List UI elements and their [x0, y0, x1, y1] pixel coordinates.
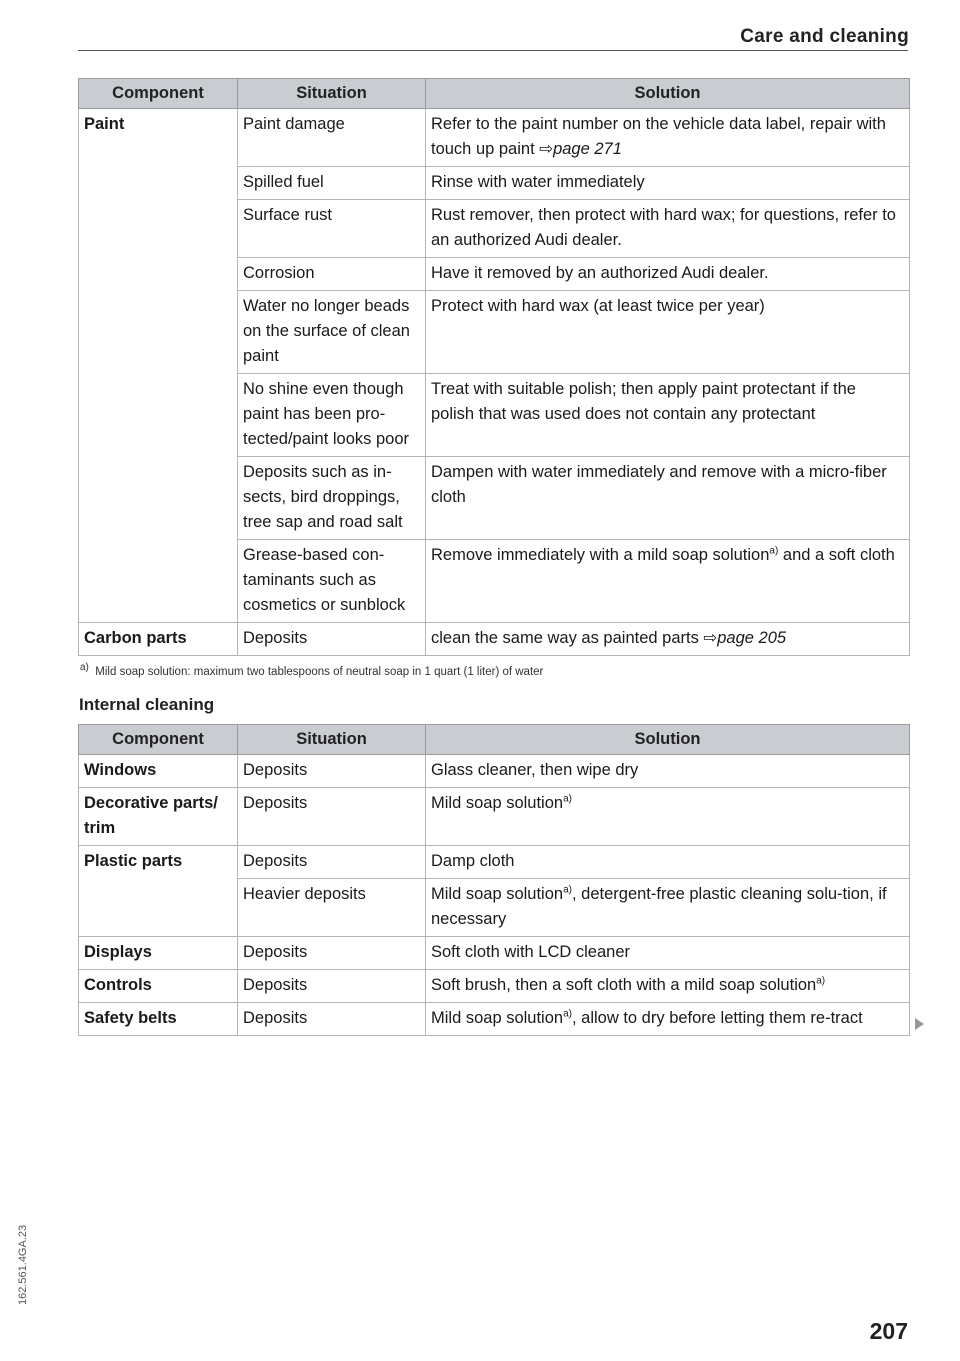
solution-text-continued: , allow to dry before letting them re-tract	[571, 1009, 863, 1027]
section-title: Internal cleaning	[79, 695, 215, 714]
component-cell	[79, 291, 238, 374]
column-header-solution: Solution	[426, 725, 910, 755]
solution-cell: Soft cloth with LCD cleaner	[426, 937, 910, 970]
table-row	[79, 374, 910, 457]
footnote-marker: a)	[769, 545, 779, 557]
solution-cell: Rinse with water immediately	[426, 167, 910, 200]
component-cell	[79, 200, 238, 258]
table-row	[79, 879, 910, 937]
component-cell: Decorative parts/ trim	[79, 788, 238, 846]
component-cell: Paint	[79, 109, 238, 167]
column-header-situation: Situation	[238, 79, 426, 109]
solution-cell	[426, 540, 910, 623]
column-header-component: Component	[79, 79, 238, 109]
header-divider	[78, 50, 908, 51]
solution-cell: Have it removed by an authorized Audi dealer.	[426, 258, 910, 291]
component-cell	[79, 167, 238, 200]
solution-text-continued: , detergent-free plastic cleaning solu-tion, if necessary	[431, 885, 887, 928]
component-cell: Plastic parts	[79, 846, 238, 879]
internal-cleaning-table	[78, 724, 910, 1036]
component-cell: Carbon parts	[79, 623, 238, 656]
table-row	[79, 1003, 910, 1036]
table-row	[79, 109, 910, 167]
table-row	[79, 200, 910, 258]
solution-text: Refer to the paint number on the vehicle data label, repair with touch up paint	[431, 115, 886, 158]
situation-cell: Paint damage	[238, 109, 426, 167]
solution-cell: Dampen with water immediately and remove with a micro-fiber cloth	[426, 457, 910, 540]
situation-cell: Surface rust	[238, 200, 426, 258]
situation-cell: Deposits such as in-sects, bird droppings, tree sap and road salt	[238, 457, 426, 540]
table-header-row	[79, 725, 910, 755]
situation-cell: Water no longer beads on the surface of clean paint	[238, 291, 426, 374]
footnote-marker: a)	[80, 662, 89, 674]
table-row	[79, 258, 910, 291]
component-cell: Safety belts	[79, 1003, 238, 1036]
document-code: 162.561.4GA.23	[17, 1224, 29, 1305]
footnote-marker: a)	[563, 1008, 572, 1020]
table-row	[79, 291, 910, 374]
solution-cell	[426, 788, 910, 846]
component-cell	[79, 457, 238, 540]
solution-cell	[426, 623, 910, 656]
table-header-row	[79, 79, 910, 109]
situation-cell: Deposits	[238, 1003, 426, 1036]
footnote-marker: a)	[816, 975, 826, 987]
page-reference-link[interactable]: ⇨page 271	[539, 140, 622, 158]
component-cell: Windows	[79, 755, 238, 788]
situation-cell: Deposits	[238, 970, 426, 1003]
solution-cell: Treat with suitable polish; then apply paint protectant if the polish that was used does not contain any protectant	[426, 374, 910, 457]
situation-cell: Heavier deposits	[238, 879, 426, 937]
footnote-text: Mild soap solution: maximum two tablespoons of neutral soap in 1 quart (1 liter) of water	[95, 666, 544, 678]
solution-text: Remove immediately with a mild soap solution	[431, 546, 770, 564]
situation-cell: Spilled fuel	[238, 167, 426, 200]
column-header-component: Component	[79, 725, 238, 755]
situation-cell: Deposits	[238, 937, 426, 970]
solution-cell	[426, 1003, 910, 1036]
table-row	[79, 970, 910, 1003]
continue-arrow-icon	[915, 1018, 924, 1030]
footnote-marker: a)	[563, 884, 572, 896]
solution-cell	[426, 879, 910, 937]
solution-cell: Protect with hard wax (at least twice per year)	[426, 291, 910, 374]
table-row	[79, 846, 910, 879]
solution-text: clean the same way as painted parts	[431, 629, 704, 647]
header-title: Care and cleaning	[740, 26, 909, 47]
table-row	[79, 937, 910, 970]
component-cell: Displays	[79, 937, 238, 970]
solution-text: Mild soap solution	[431, 794, 564, 812]
column-header-situation: Situation	[238, 725, 426, 755]
solution-cell	[426, 970, 910, 1003]
page-number: 207	[869, 1318, 908, 1344]
situation-cell: Corrosion	[238, 258, 426, 291]
paint-cleaning-table	[78, 78, 910, 656]
solution-cell: Rust remover, then protect with hard wax; for questions, refer to an authorized Audi dealer.	[426, 200, 910, 258]
table-row	[79, 788, 910, 846]
situation-cell: No shine even though paint has been pro-tected/paint looks poor	[238, 374, 426, 457]
situation-cell: Deposits	[238, 846, 426, 879]
situation-cell: Deposits	[238, 623, 426, 656]
component-cell	[79, 540, 238, 623]
component-cell	[79, 258, 238, 291]
component-cell	[79, 374, 238, 457]
solution-text-continued: and a soft cloth	[778, 546, 895, 564]
solution-cell: Glass cleaner, then wipe dry	[426, 755, 910, 788]
solution-cell	[426, 109, 910, 167]
table-row	[79, 623, 910, 656]
situation-cell: Deposits	[238, 788, 426, 846]
table-row	[79, 755, 910, 788]
component-cell	[79, 879, 238, 937]
column-header-solution: Solution	[426, 79, 910, 109]
footnote-marker: a)	[563, 793, 572, 805]
page-reference-link[interactable]: ⇨page 205	[703, 629, 787, 647]
situation-cell: Grease-based con-taminants such as cosmetics or sunblock	[238, 540, 426, 623]
solution-cell: Damp cloth	[426, 846, 910, 879]
solution-text: Mild soap solution	[431, 1009, 564, 1027]
table-row	[79, 457, 910, 540]
solution-text: Soft brush, then a soft cloth with a mild soap solution	[431, 976, 817, 994]
table-row	[79, 167, 910, 200]
table-row	[79, 540, 910, 623]
component-cell: Controls	[79, 970, 238, 1003]
solution-text: Mild soap solution	[431, 885, 564, 903]
situation-cell: Deposits	[238, 755, 426, 788]
footnote	[80, 662, 544, 678]
